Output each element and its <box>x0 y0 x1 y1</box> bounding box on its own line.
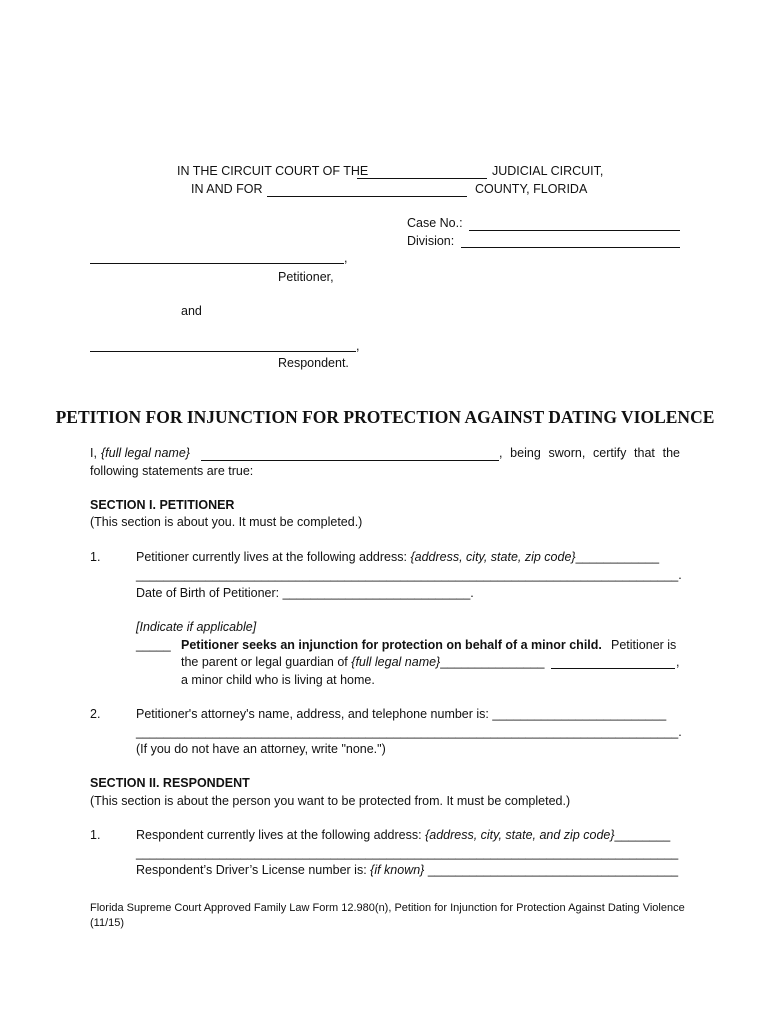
minor-child-check-blank[interactable]: _____ <box>136 638 171 652</box>
judicial-circuit-blank[interactable] <box>357 178 487 179</box>
section-2-note: (This section is about the person you want to be protected from. It must be completed.) <box>90 794 571 808</box>
intro-i: I, <box>90 446 97 460</box>
respondent-license: Respondent’s Driver’s License number is: {if known} ____________________________________ <box>136 863 679 877</box>
guardian-line: the parent or legal guardian of {full legal name}_______________ <box>181 655 545 669</box>
respondent-address-blank[interactable]: ________ <box>614 828 671 842</box>
s2-item-1-number: 1. <box>90 828 101 842</box>
s2-item-1-text: Respondent currently lives at the following address: {address, city, state, and zip code}________ <box>136 828 671 842</box>
case-no-label: Case No.: <box>407 216 463 230</box>
page-title: PETITION FOR INJUNCTION FOR PROTECTION AGAINST DATING VIOLENCE <box>55 407 715 427</box>
guardian-comma: , <box>676 655 680 669</box>
attorney-info-line-2[interactable]: ______________________________________________________________________________. <box>136 725 682 739</box>
respondent-name-blank[interactable] <box>90 351 356 352</box>
s1-item-1-text: Petitioner currently lives at the following address: {address, city, state, zip code}____________ <box>136 550 660 564</box>
section-1-heading: SECTION I. PETITIONER <box>90 498 235 512</box>
petitioner-comma: , <box>344 251 348 265</box>
guardian-name-line[interactable] <box>551 668 675 669</box>
division-blank[interactable] <box>461 247 680 248</box>
form-footer: Florida Supreme Court Approved Family Law Form 12.980(n), Petition for Injunction for Protection Against Dating Violence (11/15) <box>90 902 685 929</box>
attorney-info-text[interactable]: Petitioner's attorney's name, address, and telephone number is: _________________________ <box>136 707 667 721</box>
minor-child-cont: Petitioner is <box>611 638 677 652</box>
indicate-if-applicable: [Indicate if applicable] <box>136 620 257 634</box>
court-line-1: IN THE CIRCUIT COURT OF THE <box>177 164 369 178</box>
minor-child-statement: Petitioner seeks an injunction for protection on behalf of a minor child. <box>181 638 602 652</box>
guardian-name-blank[interactable]: _______________ <box>440 655 545 669</box>
judicial-circuit-label: JUDICIAL CIRCUIT, <box>492 164 604 178</box>
minor-home-text: a minor child who is living at home. <box>181 673 375 687</box>
respondent-comma: , <box>356 339 360 353</box>
full-legal-name-blank[interactable] <box>201 460 499 461</box>
intro-line-2: following statements are true: <box>90 464 254 478</box>
court-line-2: IN AND FOR <box>191 182 263 196</box>
s1-item-2-number: 2. <box>90 707 101 721</box>
case-no-blank[interactable] <box>469 230 680 231</box>
and-label: and <box>181 304 202 318</box>
county-blank[interactable] <box>267 196 467 197</box>
petitioner-address-blank[interactable]: ____________ <box>575 550 660 564</box>
petitioner-address-line-2[interactable]: ______________________________________________________________________________. <box>136 568 682 582</box>
respondent-address-line-2[interactable]: ______________________________________________________________________________ <box>136 846 679 860</box>
division-label: Division: <box>407 234 455 248</box>
section-2-heading: SECTION II. RESPONDENT <box>90 776 250 790</box>
petitioner-dob[interactable]: Date of Birth of Petitioner: ___________________________. <box>136 586 474 600</box>
petitioner-label: Petitioner, <box>278 270 334 284</box>
attorney-note: (If you do not have an attorney, write "none.") <box>136 742 386 756</box>
intro-sworn-text: , being sworn, certify that the <box>499 446 680 460</box>
respondent-label: Respondent. <box>278 356 349 370</box>
intro-full-name-hint: {full legal name} <box>101 446 190 460</box>
petitioner-name-blank[interactable] <box>90 263 344 264</box>
section-1-note: (This section is about you. It must be completed.) <box>90 515 363 529</box>
license-number-blank[interactable]: ____________________________________ <box>427 863 679 877</box>
s1-item-1-number: 1. <box>90 550 101 564</box>
county-label: COUNTY, FLORIDA <box>475 182 588 196</box>
